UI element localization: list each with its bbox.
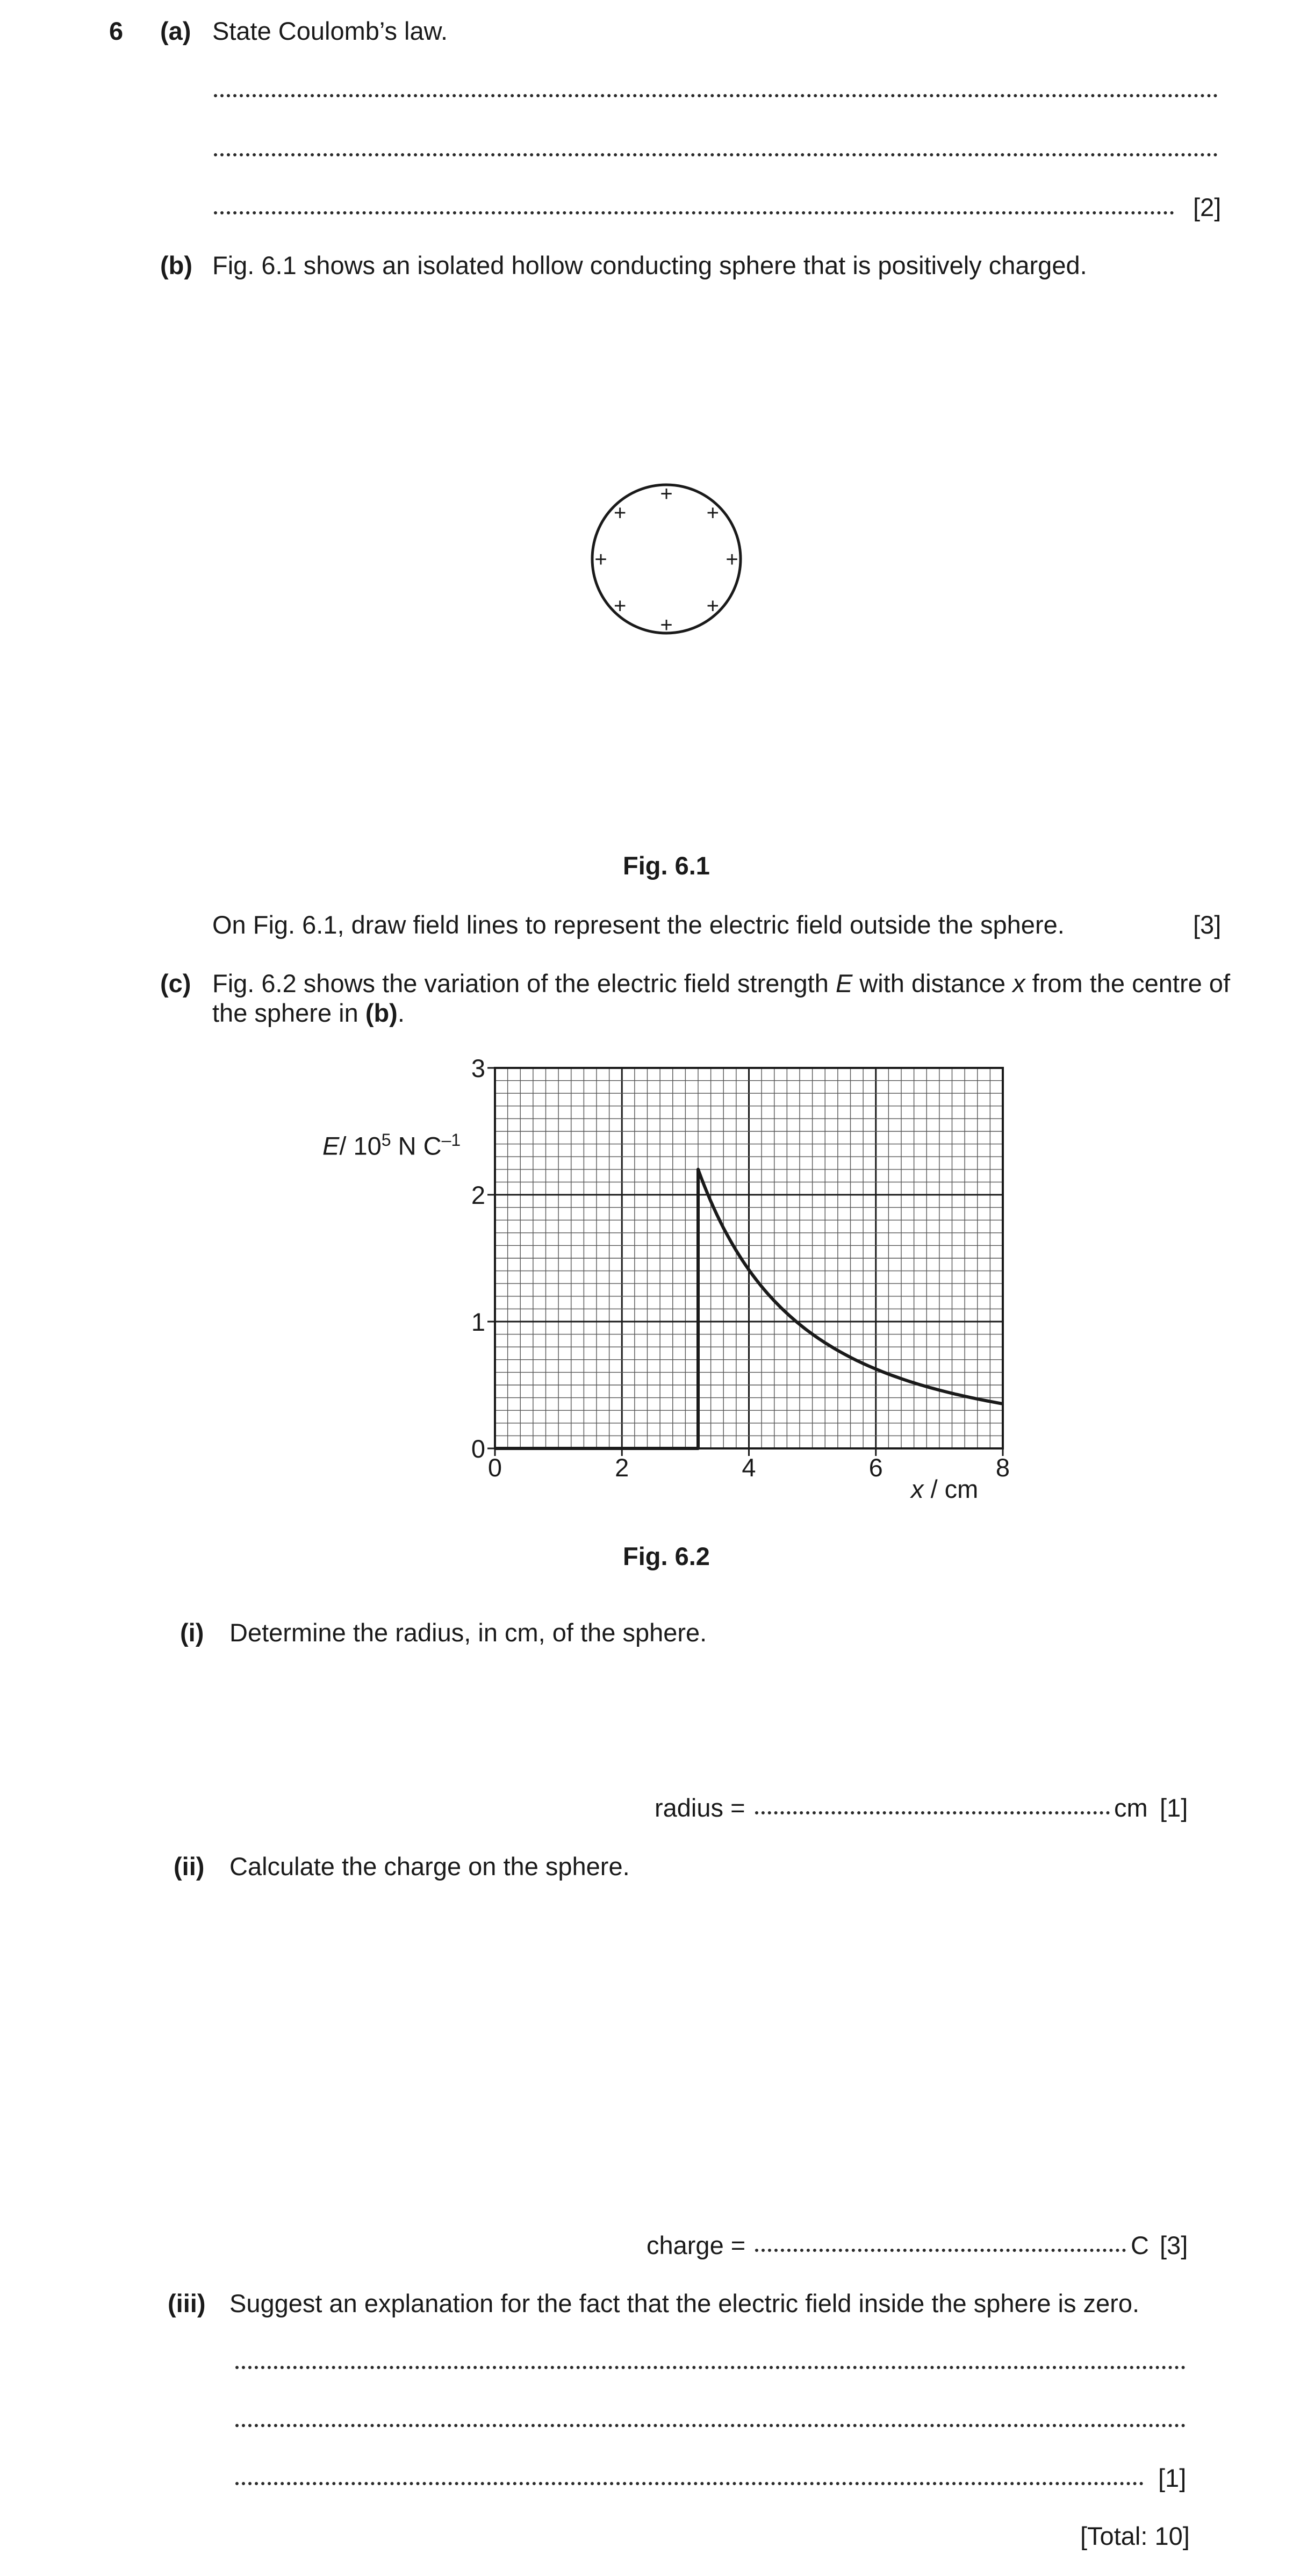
- marks-c-iii: [1]: [1158, 2464, 1187, 2492]
- answer-line-c-iii-1[interactable]: [235, 2366, 1186, 2369]
- answer-line-a-1[interactable]: [214, 94, 1218, 97]
- part-b-label: (b): [160, 251, 193, 279]
- part-c-text-line2: the sphere in (b).: [212, 999, 405, 1027]
- x-tick-label: 2: [615, 1453, 629, 1482]
- part-b-text: Fig. 6.1 shows an isolated hollow conducting sphere that is positively charged.: [212, 251, 1087, 279]
- plus-sign: +: [726, 548, 738, 571]
- radius-answer-label: radius =: [655, 1793, 745, 1822]
- x-tick-label: 6: [868, 1453, 883, 1482]
- charge-answer-label: charge =: [647, 2231, 746, 2259]
- plus-sign: +: [614, 501, 627, 525]
- marks-c-ii: [3]: [1160, 2231, 1188, 2259]
- part-a-label: (a): [160, 17, 191, 45]
- radius-answer-field[interactable]: [755, 1811, 1110, 1814]
- question-number: 6: [109, 17, 124, 45]
- x-tick-label: 4: [742, 1453, 756, 1482]
- charge-answer-field[interactable]: [755, 2249, 1126, 2252]
- part-c-text-line1: Fig. 6.2 shows the variation of the electric field strength E with distance x from the centre of: [212, 969, 1231, 998]
- answer-line-c-iii-3[interactable]: [235, 2482, 1144, 2485]
- fig-6-1-sphere[interactable]: [580, 473, 752, 645]
- part-b-instruction: On Fig. 6.1, draw field lines to represent the electric field outside the sphere.: [212, 910, 1065, 939]
- part-c-ii-label: (ii): [174, 1852, 205, 1881]
- x-tick-label: 0: [487, 1453, 502, 1482]
- plus-sign: +: [706, 501, 719, 525]
- plus-sign: +: [660, 613, 673, 637]
- part-c-ii-text: Calculate the charge on the sphere.: [229, 1852, 630, 1881]
- y-tick-label: 1: [471, 1308, 485, 1336]
- total-marks: [Total: 10]: [1080, 2522, 1190, 2550]
- y-tick-label: 2: [471, 1181, 485, 1209]
- part-c-label: (c): [160, 969, 191, 998]
- marks-b: [3]: [1193, 910, 1222, 939]
- part-c-iii-text: Suggest an explanation for the fact that the electric field inside the sphere is zero.: [229, 2289, 1140, 2317]
- answer-line-c-iii-2[interactable]: [235, 2424, 1186, 2427]
- x-tick-label: 8: [995, 1453, 1010, 1482]
- chart-y-axis-label: E/ $10^5$ N $C^{-1}$: [322, 1130, 461, 1160]
- charge-unit: C: [1131, 2231, 1149, 2259]
- radius-unit: cm: [1114, 1793, 1148, 1822]
- plus-sign: +: [706, 594, 719, 618]
- marks-a: [2]: [1193, 193, 1222, 221]
- plus-sign: +: [594, 548, 607, 571]
- fig-6-1-caption: Fig. 6.1: [623, 851, 710, 880]
- part-c-iii-label: (iii): [168, 2289, 206, 2317]
- y-tick-label: 0: [471, 1434, 485, 1463]
- answer-line-a-3[interactable]: [214, 211, 1174, 214]
- part-c-i-text: Determine the radius, in cm, of the sphere.: [229, 1618, 707, 1647]
- fig-6-2-caption: Fig. 6.2: [623, 1542, 710, 1570]
- answer-line-a-2[interactable]: [214, 153, 1218, 156]
- part-a-text: State Coulomb’s law.: [212, 17, 448, 45]
- y-tick-label: 3: [471, 1054, 485, 1082]
- chart-x-axis-label: x / cm: [911, 1475, 979, 1503]
- plus-sign: +: [660, 482, 673, 506]
- fig-6-2-chart[interactable]: [451, 1053, 1021, 1483]
- plus-sign: +: [614, 594, 627, 618]
- marks-c-i: [1]: [1160, 1793, 1188, 1822]
- part-c-i-label: (i): [180, 1618, 204, 1647]
